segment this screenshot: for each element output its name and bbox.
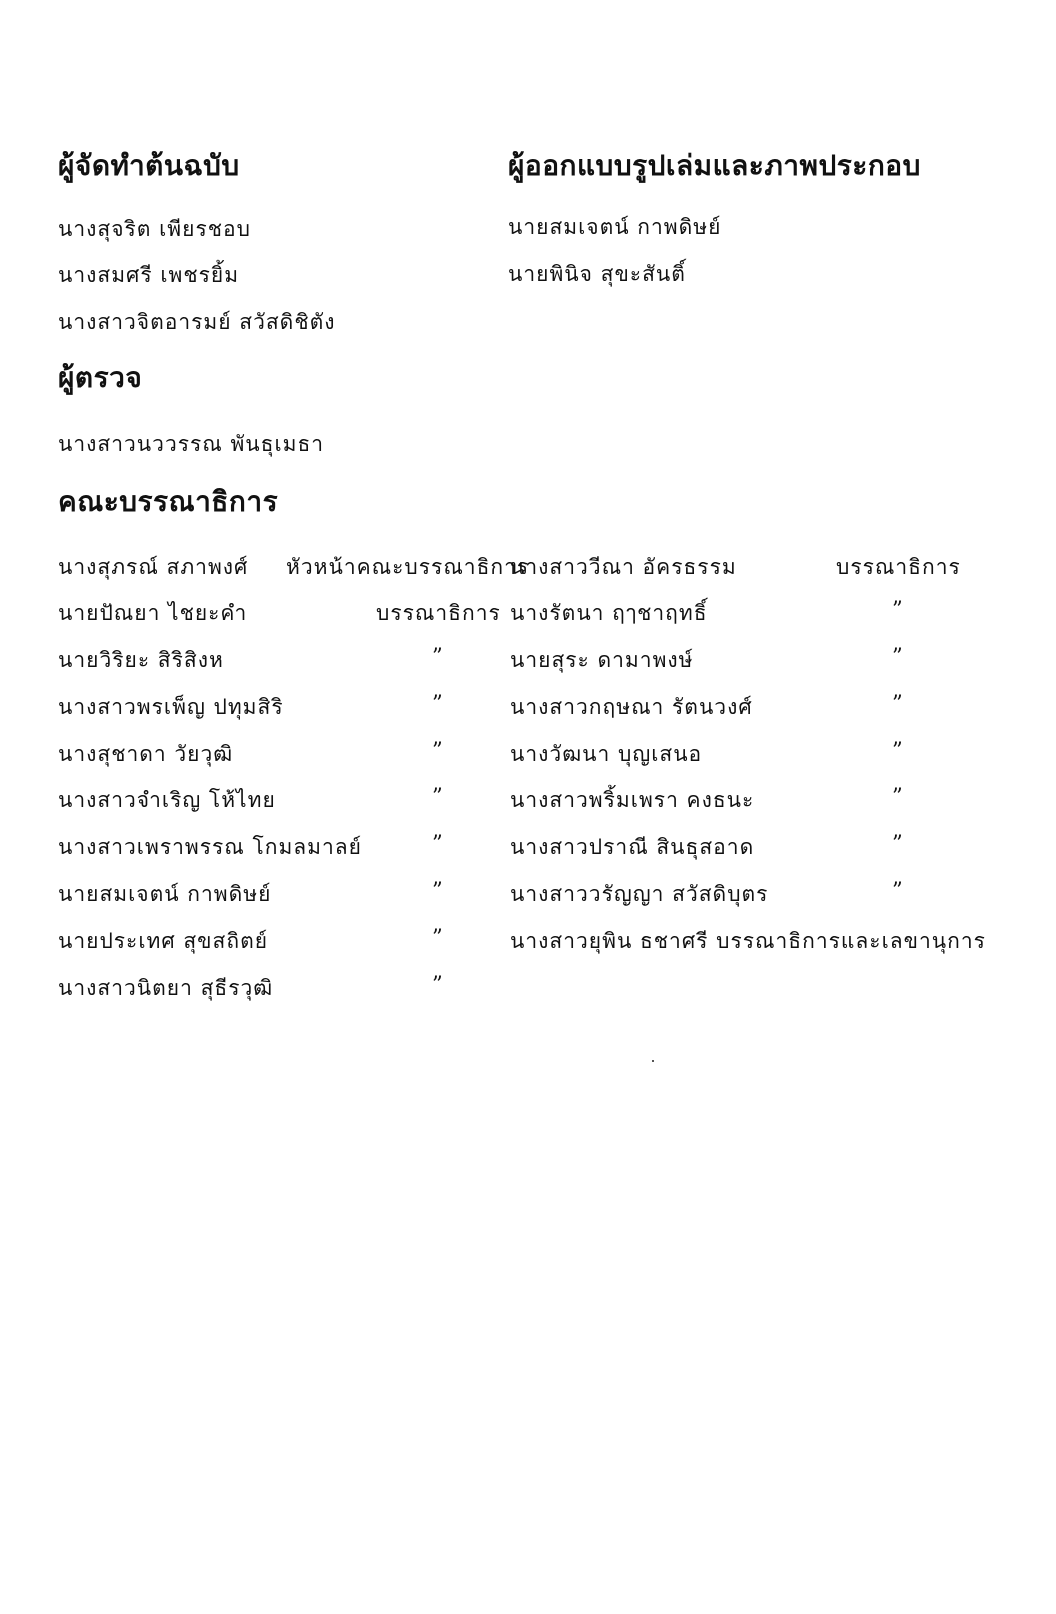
editor-right-name: นางรัตนา ฤๅชาฤทธิ์	[510, 601, 708, 625]
scan-edge-shadow	[1052, 0, 1056, 1614]
editor-left-name: นายปัณยา ไชยะคำ	[58, 601, 248, 625]
editor-right-name: นายสุระ ดามาพงษ์	[510, 648, 694, 672]
editor-right-ditto: ”	[892, 597, 904, 621]
editor-left-ditto: ”	[432, 691, 444, 715]
editor-right-ditto: ”	[892, 644, 904, 668]
editor-left-role: หัวหน้าคณะบรรณาธิการ	[286, 555, 530, 579]
heading-design-illustration: ผู้ออกแบบรูปเล่มและภาพประกอบ	[508, 149, 921, 182]
editor-right-ditto: ”	[892, 878, 904, 902]
editor-right-role: บรรณาธิการ	[836, 555, 961, 579]
editor-left-ditto: ”	[432, 784, 444, 808]
editor-right-name: นางสาววีณา อัครธรรม	[510, 555, 737, 579]
editor-left-ditto: ”	[432, 831, 444, 855]
editor-right-name: นางสาววรัญญา สวัสดิบุตร	[510, 882, 769, 906]
heading-reviewer: ผู้ตรวจ	[58, 361, 143, 394]
editor-right-ditto: ”	[892, 691, 904, 715]
designer-1: นายสมเจตน์ กาพดิษย์	[508, 215, 722, 239]
editor-left-name: นายสมเจตน์ กาพดิษย์	[58, 882, 272, 906]
preparer-3: นางสาวจิตอารมย์ สวัสดิชิตัง	[58, 310, 336, 334]
editor-left-name: นางสาวพรเพ็ญ ปทุมสิริ	[58, 695, 284, 719]
editor-left-role: บรรณาธิการ	[376, 601, 501, 625]
editor-right-ditto: ”	[892, 784, 904, 808]
preparer-1: นางสุจริต เพียรชอบ	[58, 217, 251, 241]
scan-speck	[652, 1060, 654, 1062]
editor-left-ditto: ”	[432, 644, 444, 668]
editor-left-ditto: ”	[432, 878, 444, 902]
editor-right-ditto: ”	[892, 831, 904, 855]
editor-left-ditto: ”	[432, 972, 444, 996]
editor-left-ditto: ”	[432, 925, 444, 949]
editor-right-name: นางสาวพริ้มเพรา คงธนะ	[510, 788, 755, 812]
editor-left-ditto: ”	[432, 738, 444, 762]
editor-left-name: นางสุชาดา วัยวุฒิ	[58, 742, 234, 766]
editor-left-name: นางสาวนิตยา สุธีรวุฒิ	[58, 976, 274, 1000]
editor-left-name: นางสาวเพราพรรณ โกมลมาลย์	[58, 835, 362, 859]
editor-right-name: นางวัฒนา บุญเสนอ	[510, 742, 703, 766]
reviewer-1: นางสาวนววรรณ พันธุเมธา	[58, 432, 325, 456]
editor-left-name: นางสาวจำเริญ โห้ไทย	[58, 788, 276, 812]
editor-right-name: นางสาวปราณี สินธุสอาด	[510, 835, 755, 859]
preparer-2: นางสมศรี เพชรยิ้ม	[58, 263, 240, 287]
designer-2: นายพินิจ สุขะสันติ์	[508, 262, 686, 286]
heading-original-preparers: ผู้จัดทำต้นฉบับ	[58, 149, 240, 182]
editor-right-name: นางสาวกฤษณา รัตนวงศ์	[510, 695, 753, 719]
editor-right-ditto: ”	[892, 738, 904, 762]
editor-left-name: นายวิริยะ สิริสิงห	[58, 648, 224, 672]
editor-left-name: นายประเทศ สุขสถิตย์	[58, 929, 269, 953]
editor-right-name-secretary: นางสาวยุพิน ธชาศรี บรรณาธิการและเลขานุการ	[510, 929, 986, 953]
editor-left-name: นางสุภรณ์ สภาพงศ์	[58, 555, 249, 579]
heading-editorial-board: คณะบรรณาธิการ	[58, 485, 279, 518]
